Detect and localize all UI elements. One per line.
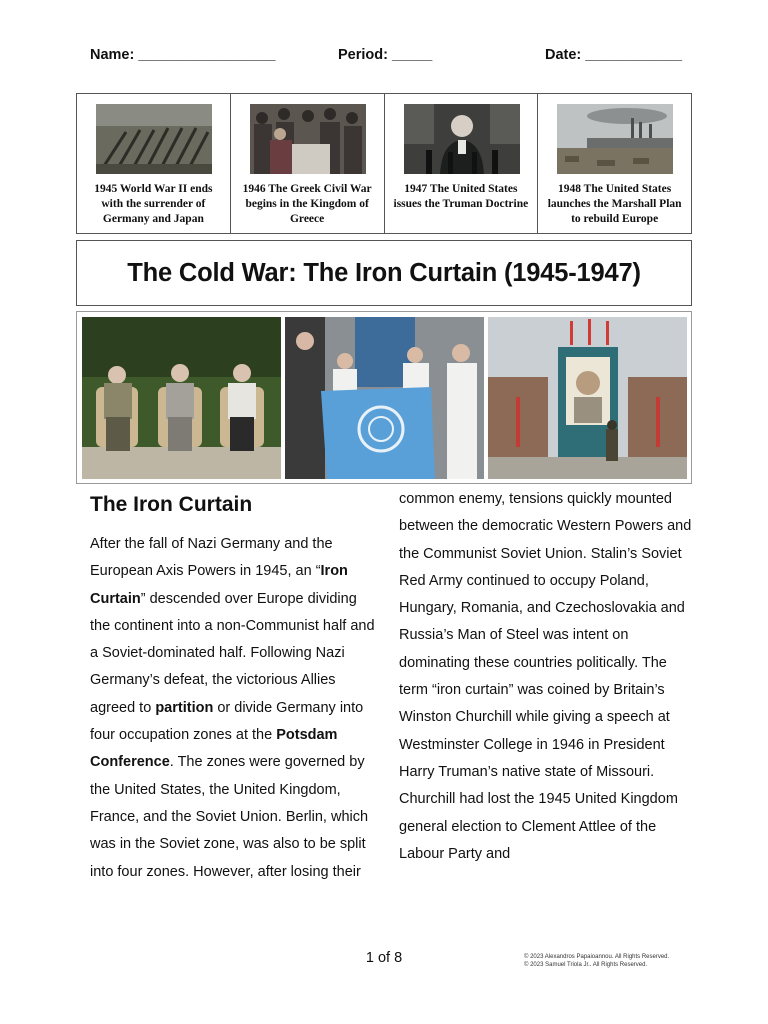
period-field-label[interactable]: Period: _____ xyxy=(338,47,433,63)
body-column-left xyxy=(90,531,380,886)
page-title: The Cold War: The Iron Curtain (1945-1947) xyxy=(127,258,641,287)
truman-speech-photo xyxy=(404,104,520,174)
text-run: or divide Germany into four occupation zones at the xyxy=(90,699,364,744)
timeline-cell xyxy=(77,94,231,233)
body-paragraph xyxy=(90,531,380,886)
copyright-notice xyxy=(524,953,669,969)
timeline-caption: 1945 World War II ends with the surrender of Germany and Japan xyxy=(94,183,213,225)
un-flag-photo xyxy=(285,317,484,479)
timeline-cell xyxy=(385,94,539,233)
text-run: . The zones were governed by the United States, the United Kingdom, France, and the Soviet Union. Berlin, which was in the Soviet zone, was also to be split into four zones. However, after losing their xyxy=(90,754,369,880)
war-aircraft-photo xyxy=(96,104,212,174)
key-term-iron-curtain: Iron Curtain xyxy=(90,563,348,607)
timeline-caption: 1946 The Greek Civil War begins in the Kingdom of Greece xyxy=(242,183,372,225)
key-term-potsdam-conference: Potsdam Conference xyxy=(90,727,338,771)
section-heading: The Iron Curtain xyxy=(90,493,253,516)
timeline-caption: 1947 The United States issues the Truman Doctrine xyxy=(393,183,529,210)
greek-crowd-photo xyxy=(250,104,366,174)
industrial-ruins-photo xyxy=(557,104,673,174)
body-column-right xyxy=(399,486,699,868)
photo-strip xyxy=(76,311,692,484)
text-run: ” descended over Europe dividing the continent into a non-Communist half and a Soviet-dominated half. Following Nazi Germany’s defeat, the victorious Allies agreed to xyxy=(90,590,375,716)
timeline-cell xyxy=(538,94,691,233)
date-field-label[interactable]: Date: ____________ xyxy=(545,47,683,63)
stalin-portrait-photo xyxy=(488,317,687,479)
worksheet-header xyxy=(90,47,683,67)
text-run: After the fall of Nazi Germany and the European Axis Powers in 1945, an “ xyxy=(90,536,333,580)
copyright-line: © 2023 Alexandros Papaioannou. All Rights Reserved. xyxy=(524,954,670,960)
timeline-cell xyxy=(231,94,385,233)
timeline-table xyxy=(76,93,692,234)
body-paragraph: common enemy, tensions quickly mounted between the democratic Western Powers and the Communist Soviet Union. Stalin’s Soviet Red Army continued to occupy Poland, Hungary, Romania, and Czechoslovakia and Russia’s Man of Steel was intent on dominating these countries politically. The term “iron curtain” was coined by Britain’s Winston Churchill while giving a speech at Westminster College in 1946 in President Harry Truman’s native state of Missouri. Churchill had lost the 1945 United Kingdom general election to Clement Attlee of the Labour Party and xyxy=(399,491,692,862)
timeline-caption: 1948 The United States launches the Marshall Plan to rebuild Europe xyxy=(547,183,682,225)
key-term-partition: partition xyxy=(155,699,214,716)
copyright-line: © 2023 Samuel Triola Jr.. All Rights Reserved. xyxy=(524,962,648,968)
title-box xyxy=(76,240,692,306)
name-field-label[interactable]: Name: _________________ xyxy=(90,47,276,63)
potsdam-leaders-photo xyxy=(82,317,281,479)
page-number: 1 of 8 xyxy=(365,950,403,966)
